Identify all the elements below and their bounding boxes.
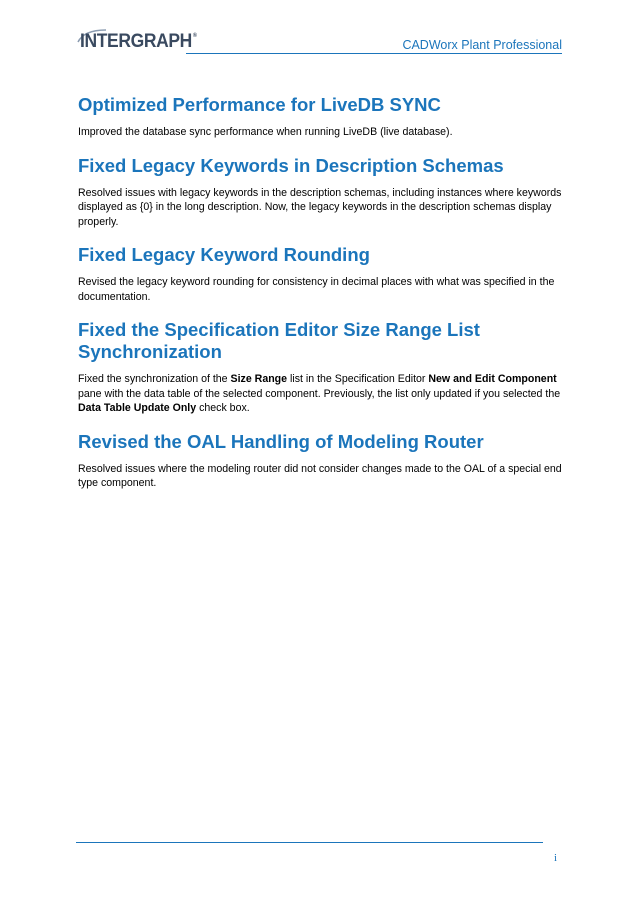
section-body: Resolved issues with legacy keywords in the description schemas, including instances where keywords displayed as {0} in the long description. Now, the legacy keywords in the description schemas display properly.: [78, 186, 562, 228]
section-body: Improved the database sync performance when running LiveDB (live database).: [78, 126, 453, 138]
section-heading: Revised the OAL Handling of Modeling Router: [78, 430, 484, 452]
ui-term-data-table-update-only: Data Table Update Only: [78, 402, 197, 414]
body-text: Fixed the synchronization of the: [78, 373, 231, 385]
header-divider: [186, 53, 562, 54]
section-heading: Fixed Legacy Keyword Rounding: [78, 244, 370, 265]
section-body: [78, 372, 562, 416]
body-text: pane with the data table of the selected component. Previously, the list only updated if you selected the: [78, 387, 561, 400]
body-text: list in the Specification Editor: [287, 373, 429, 385]
section-size-range-sync: [78, 319, 562, 416]
header-product-title: CADWorx Plant Professional: [402, 38, 562, 52]
logo-registered-mark: ®: [192, 33, 197, 39]
section-livedb-sync: [78, 94, 562, 140]
logo-wordmark: INTERGRAPH: [80, 31, 192, 52]
section-oal-modeling-router: [78, 431, 562, 491]
ui-term-size-range: Size Range: [230, 373, 288, 385]
section-heading: Optimized Performance for LiveDB SYNC: [78, 94, 441, 115]
section-body: Resolved issues where the modeling router did not consider changes made to the OAL of a special end type component.: [78, 462, 562, 489]
section-legacy-keywords-schemas: [78, 155, 562, 230]
section-body: Revised the legacy keyword rounding for consistency in decimal places with what was specified in the documentation.: [78, 276, 555, 303]
body-text: check box.: [196, 402, 250, 414]
release-notes-content: [78, 94, 562, 491]
page-number: i: [554, 852, 558, 864]
ui-term-new-edit-component: New and Edit Component: [428, 373, 557, 385]
intergraph-logo: [80, 31, 197, 53]
section-heading: Fixed the Specification Editor Size Range List Synchronization: [78, 319, 480, 362]
footer-divider: [76, 842, 543, 843]
section-heading: Fixed Legacy Keywords in Description Schemas: [78, 154, 504, 176]
section-legacy-keyword-rounding: [78, 244, 562, 304]
